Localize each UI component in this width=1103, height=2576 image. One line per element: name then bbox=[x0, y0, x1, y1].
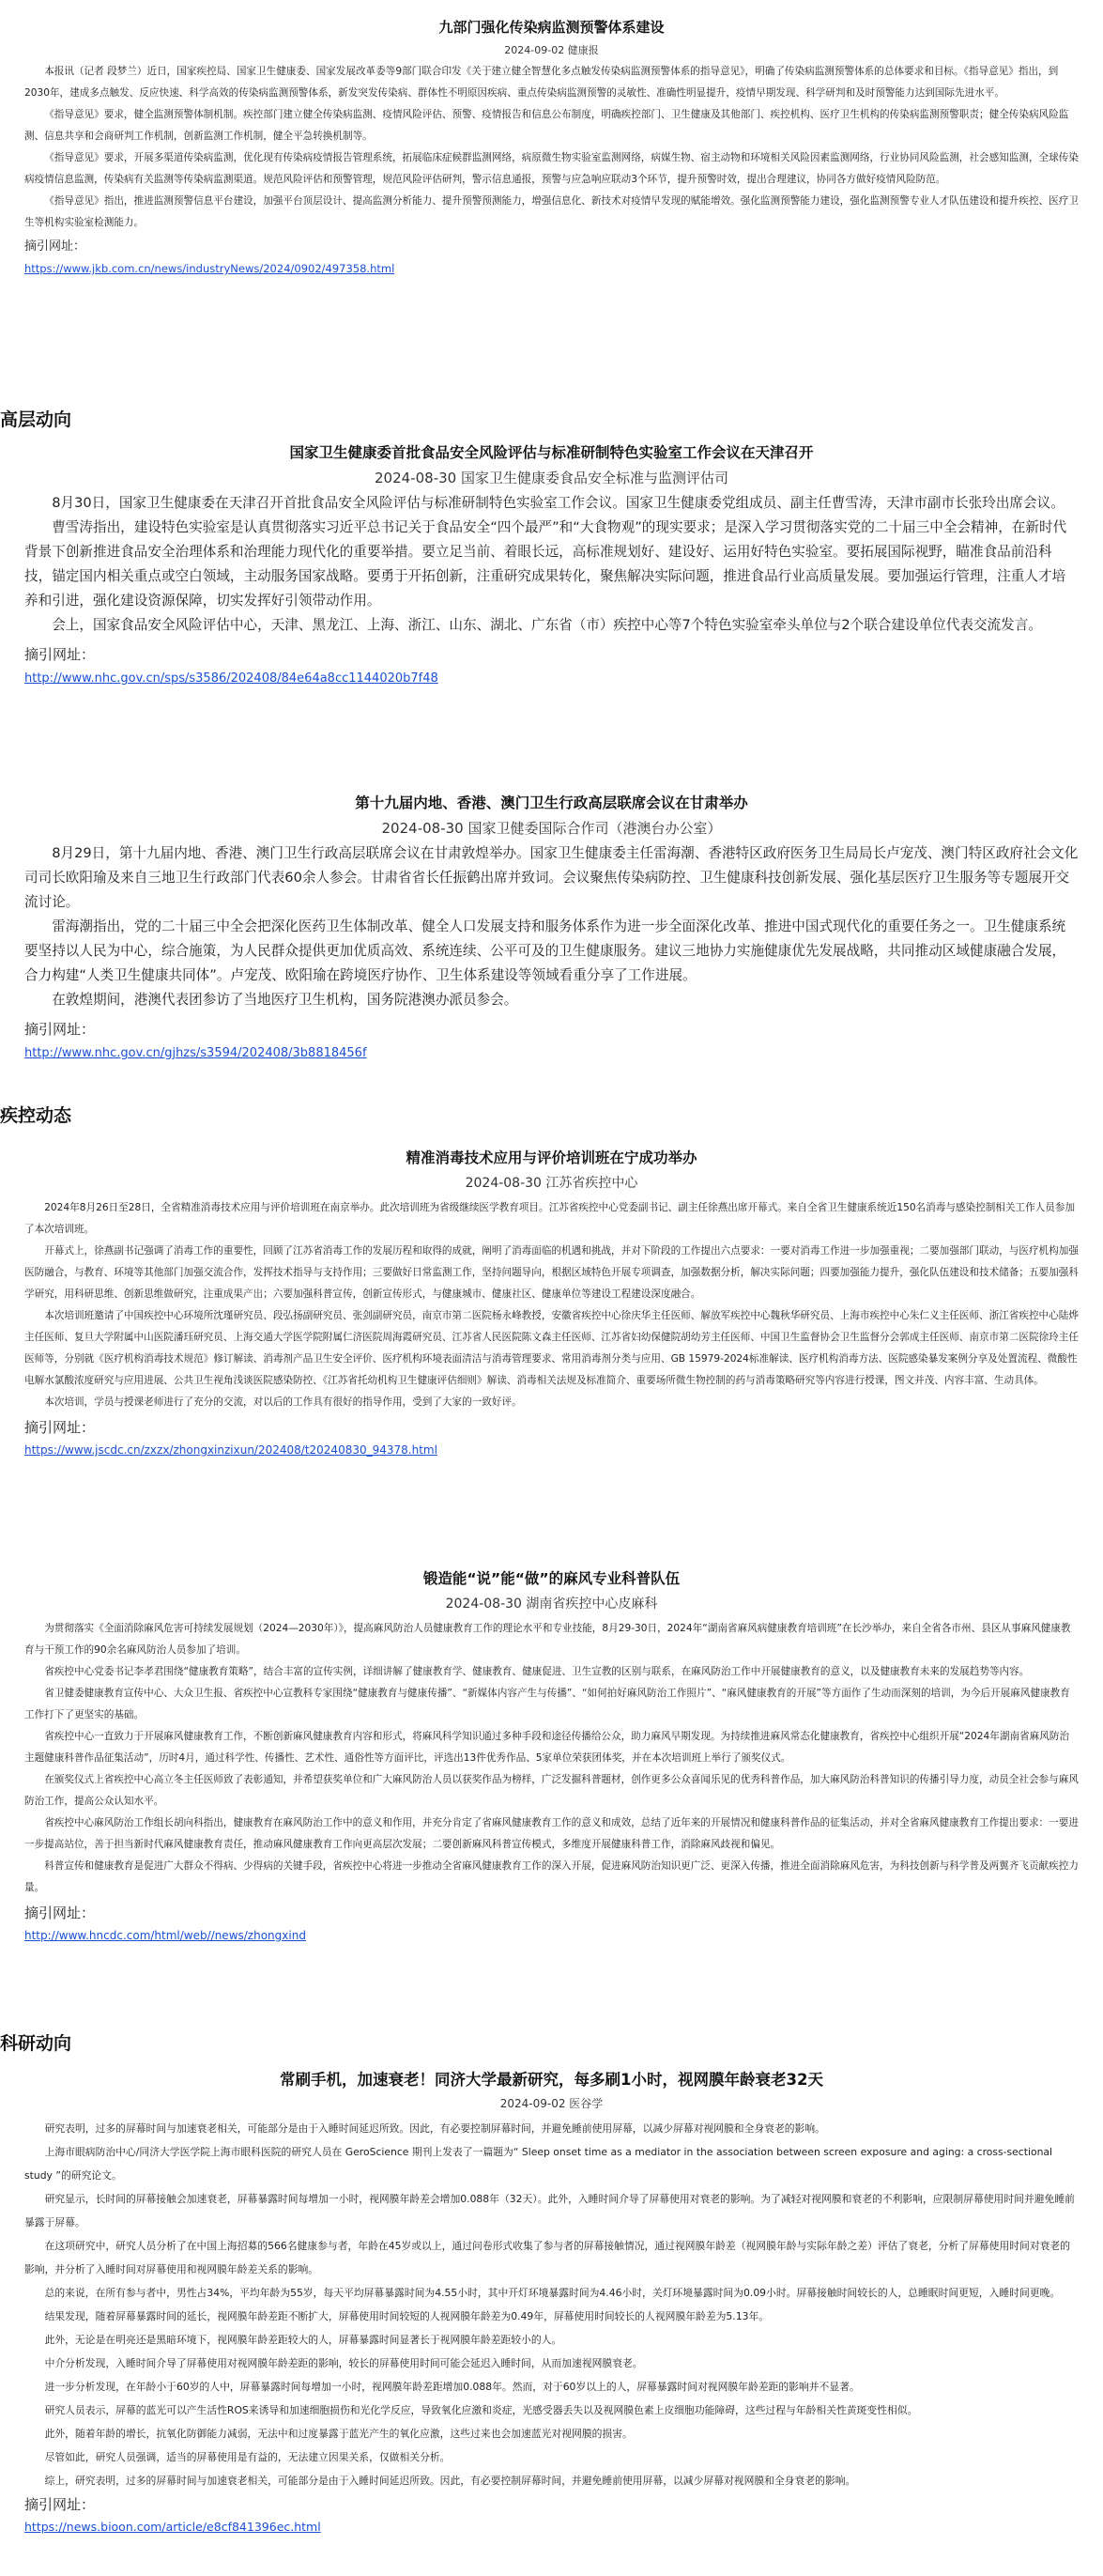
article-paragraph: 本报讯（记者 段梦兰）近日，国家疾控局、国家卫生健康委、国家发展改革委等9部门联合印发《关于建立健全智慧化多点触发传染病监测预警体系的指导意见》，明确了传染病监测预警体系的总体要求和目标。《指导意见》指出，到2030年，建成多点触发、反应快速、科学高效的传染病监测预警体系，新发突发传染病、群体性不明原因疾病、重点传染病监测预警的灵敏性、准确性明显提升，疫情早期发现、科学研判和及时预警能力达到国际先进水平。 bbox=[24, 66, 1059, 99]
article-title: 国家卫生健康委首批食品安全风险评估与标准研制特色实验室工作会议在天津召开 bbox=[289, 444, 814, 461]
article-paragraph: 省疾控中心麻风防治工作组长胡向科指出，健康教育在麻风防治工作中的意义和作用，并充分肯定了省麻风健康教育工作的意义和成效，总结了近年来的开展情况和健康科普作品的征集活动，并对全省麻风健康教育工作提出要求：一要进一步提高站位，善于担当新时代麻风健康教育责任，推动麻风健康教育工作向更高层次发展；二要创新麻风科普宣传模式，多维度开展健康科普工作，消除麻风歧视和偏见。 bbox=[24, 1817, 1079, 1850]
article-paragraph: 会上，国家食品安全风险评估中心，天津、黑龙江、上海、浙江、山东、湖北、广东省（市）疾控中心等7个特色实验室牵头单位与2个联合建设单位代表交流发言。 bbox=[52, 617, 1042, 633]
source-url-link[interactable]: http://www.hncdc.com/html/web//news/zhongxind bbox=[24, 1929, 306, 1942]
article-paragraph: 雷海潮指出，党的二十届三中全会把深化医药卫生体制改革、健全人口发展支持和服务体系作为进一步全面深化改革、推进中国式现代化的重要任务之一。卫生健康系统要坚持以人民为中心，综合施策，为人民群众提供更加优质高效、系统连续、公平可及的卫生健康服务。建议三地协力实施健康优先发展战略，共同推动区域健康融合发展，合力构建“人类卫生健康共同体”。卢宠茂、欧阳瑜在跨境医疗协作、卫生体系建设等领域看重分享了工作进展。 bbox=[24, 918, 1066, 983]
source-url-link[interactable]: https://www.jscdc.cn/zxzx/zhongxinzixun/202408/t20240830_94378.html bbox=[24, 1443, 437, 1457]
article-meta: 2024-08-30 国家卫健委国际合作司（港澳台办公室） bbox=[381, 820, 722, 837]
source-url-label: 摘引网址： bbox=[24, 2496, 96, 2513]
article-meta: 2024-08-30 国家卫生健康委食品安全标准与监测评估司 bbox=[375, 470, 728, 486]
article-paragraph: 省疾控中心一直致力于开展麻风健康教育工作，不断创新麻风健康教育内容和形式，将麻风科学知识通过多种手段和途径传播给公众，助力麻风早期发现。为持续推进麻风常态化健康教育，省疾控中心组织开展“2024年湖南省麻风防治主题健康科普作品征集活动”，历时4月，通过科学性、传播性、艺术性、通俗性等方面评比，评选出13件优秀作品、5家单位荣获团体奖，并在本次培训班上举行了颁奖仪式。 bbox=[24, 1731, 1070, 1764]
article-title: 九部门强化传染病监测预警体系建设 bbox=[438, 19, 665, 36]
article-paragraph: 在敦煌期间，港澳代表团参访了当地医疗卫生机构，国务院港澳办派员参会。 bbox=[52, 992, 518, 1008]
article-paragraph: 尽管如此，研究人员强调，适当的屏幕使用是有益的，无法建立因果关系，仅做相关分析。 bbox=[44, 2451, 451, 2463]
article-paragraph: 在这项研究中，研究人员分析了在中国上海招募的566名健康参与者，年龄在45岁或以上，通过问卷形式收集了参与者的屏幕接触情况，通过视网膜年龄差（视网膜年龄与实际年龄之差）评估了衰老，分析了屏幕使用时间对衰老的影响，并分析了入睡时间对屏幕使用和视网膜年龄差关系的影响。 bbox=[24, 2240, 1071, 2275]
article-paragraph: 此外，无论是在明亮还是黑暗环境下，视网膜年龄差距较大的人，屏幕暴露时间显著长于视网膜年龄差距较小的人。 bbox=[44, 2334, 562, 2346]
source-url-link[interactable]: https://www.jkb.com.cn/news/industryNews/2024/0902/497358.html bbox=[24, 262, 395, 275]
article-title: 锻造能“说”能“做”的麻风专业科普队伍 bbox=[422, 1570, 681, 1587]
article-paragraph: 8月30日，国家卫生健康委在天津召开首批食品安全风险评估与标准研制特色实验室工作会议。国家卫生健康委党组成员、副主任曹雪涛，天津市副市长张玲出席会议。 bbox=[52, 495, 1065, 511]
article-paragraph: 本次培训，学员与授课老师进行了充分的交流，对以后的工作具有很好的指导作用，受到了大家的一致好评。 bbox=[44, 1396, 522, 1408]
article-paragraph: 《指导意见》要求，健全监测预警体制机制。疾控部门建立健全传染病监测、疫情风险评估、预警、疫情报告和信息公布制度，明确疾控部门、卫生健康及其他部门、疾控机构、医疗卫生机构的传染病监测预警职责；健全传染病风险监测、信息共享和会商研判工作机制，创新监测工作机制，健全平急转换机制等。 bbox=[24, 109, 1069, 142]
article-paragraph: 在颁奖仪式上省疾控中心高立冬主任医师致了表彰通知，并希望获奖单位和广大麻风防治人员以获奖作品为榜样，广泛发掘科普题材，创作更多公众喜闻乐见的优秀科普作品，加大麻风防治科普知识的传播引导力度，动员全社会参与麻风防治工作，提高公众认知水平。 bbox=[24, 1774, 1079, 1807]
source-url-link[interactable]: http://www.nhc.gov.cn/sps/s3586/202408/84e64a8cc1144020b7f48 bbox=[24, 671, 438, 686]
article-paragraph: 8月29日，第十九届内地、香港、澳门卫生行政高层联席会议在甘肃敦煌举办。国家卫生健康委主任雷海潮、香港特区政府医务卫生局局长卢宠茂、澳门特区政府社会文化司司长欧阳瑜及来自三地卫生行政部门代表60余人参会。甘肃省省长任振鹤出席并致词。会议聚焦传染病防控、卫生健康科技创新发展、强化基层医疗卫生服务等专题展开交流讨论。 bbox=[24, 845, 1079, 910]
article-paragraph: 中介分析发现，入睡时间介导了屏幕使用对视网膜年龄差距的影响，较长的屏幕使用时间可能会延迟入睡时间，从而加速视网膜衰老。 bbox=[44, 2357, 643, 2369]
article-paragraph: 2024年8月26日至28日，全省精准消毒技术应用与评价培训班在南京举办。此次培训班为省级继续医学教育项目。江苏省疾控中心党委副书记、副主任徐燕出席开幕式。来自全省卫生健康系统近150名消毒与感染控制相关工作人员参加了本次培训班。 bbox=[24, 1202, 1076, 1235]
article-paragraph: 本次培训班邀请了中国疾控中心环境所沈瑾研究员、段弘扬副研究员、张剑副研究员，南京市第二医院杨永峰教授，安徽省疾控中心徐庆华主任医师、解放军疾控中心魏秋华研究员、上海市疾控中心朱仁义主任医师、浙江省疾控中心陆烨主任医师、复旦大学附属中山医院潘珏研究员、上海交通大学医学院附属仁济医院周海霞研究员、江苏省人民医院陈文森主任医师、江苏省妇幼保健院胡幼芳主任医师、中国卫生监督协会卫生监督分会郭成主任医师、南京市第二医院徐玲主任医师等，分别就《医疗机构消毒技术规范》修订解读、消毒剂产品卫生安全评价、医疗机构环境表面清洁与消毒管理要求、常用消毒剂分类与应用、GB 15979-2024标准解读、医疗机构消毒方法、医院感染暴发案例分享及处置流程、微酸性电解水氯酸浓度研究与应用进展、公共卫生视角浅谈医院感染防控、《江苏省托幼机构卫生健康评估细则》解读、消毒相关法规及标准简介、重要场所微生物控制的药与消毒策略研究等内容进行授课，图文并茂、内容丰富、生动具体。 bbox=[24, 1310, 1079, 1386]
article-paragraph: 《指导意见》要求，开展多渠道传染病监测，优化现有传染病疫情报告管理系统，拓展临床症候群监测网络，病原微生物实验室监测网络，病媒生物、宿主动物和环境相关风险因素监测网络，行业协同风险监测，社会感知监测，全球传染病疫情信息监测，传染病有关监测等传染病监测渠道。规范风险评估和预警管理，规范风险评估研判，警示信息通报，预警与应急响应联动3个环节，提升预警时效，提出合理建议，协同各方做好疫情风险防范。 bbox=[24, 152, 1079, 185]
source-url-label: 摘引网址： bbox=[24, 1021, 96, 1038]
article-title: 精准消毒技术应用与评价培训班在宁成功举办 bbox=[406, 1149, 697, 1166]
article-disinfection-training bbox=[0, 1147, 1103, 1550]
article-paragraph: 开幕式上，徐燕副书记强调了消毒工作的重要性，回顾了江苏省消毒工作的发展历程和取得的成就，阐明了消毒面临的机遇和挑战，并对下阶段的工作提出六点要求：一要对消毒工作进一步加强重视；二要加强部门联动，与医疗机构加强医防融合，与教育、环境等其他部门加强交流合作，发挥技术指导与支持作用；三要做好日常监测工作，坚持问题导向，根据区域特色开展专项调查，加强数据分析，解决实际问题；四要加强能力提升，强化队伍建设和技术储备；五要加强科学研究，用科研思维、创新思维做研究，注重成果产出；六要加强科普宣传，创新宣传形式，与健康城市、健康社区、健康单位等建设工程建设深度融合。 bbox=[24, 1245, 1079, 1300]
article-meta: 2024-08-30 江苏省疾控中心 bbox=[465, 1176, 638, 1191]
article-paragraph: 研究表明，过多的屏幕时间与加速衰老相关，可能部分是由于入睡时间延迟所致。因此，有必要控制屏幕时间，并避免睡前使用屏幕，以减少屏幕对视网膜和全身衰老的影响。 bbox=[44, 2122, 825, 2135]
section-heading-cdc-news: 疾控动态 bbox=[0, 1105, 72, 1126]
article-paragraph: 研究人员表示，屏幕的蓝光可以产生活性ROS来诱导和加速细胞损伤和光化学反应，导致氧化应激和炎症，光感受器丢失以及视网膜色素上皮细胞功能障碍，这些过程与年龄相关性黄斑变性相似。 bbox=[44, 2404, 918, 2416]
article-meta: 2024-09-02 医谷学 bbox=[499, 2097, 604, 2110]
article-surveillance-warning bbox=[0, 17, 1103, 393]
source-url-label: 摘引网址： bbox=[24, 1905, 96, 1921]
source-url-link[interactable]: https://news.bioon.com/article/e8cf841396ec.html bbox=[24, 2520, 321, 2534]
article-title: 第十九届内地、香港、澳门卫生行政高层联席会议在甘肃举办 bbox=[355, 794, 748, 811]
article-paragraph: 总的来说，在所有参与者中，男性占34%，平均年龄为55岁，每天平均屏幕暴露时间为4.55小时，其中开灯环境暴露时间为4.46小时，关灯环境暴露时间为0.09小时。屏幕接触时间较长的人，总睡眠时间更短，入睡时间更晚。 bbox=[44, 2287, 1061, 2299]
article-meta: 2024-09-02 健康报 bbox=[504, 44, 599, 56]
section-heading-leadership: 高层动向 bbox=[0, 409, 72, 430]
article-paragraph: 结果发现，随着屏幕暴露时间的延长，视网膜年龄差距不断扩大，屏幕使用时间较短的人视网膜年龄差为0.49年，屏幕使用时间较长的人视网膜年龄差为5.13年。 bbox=[44, 2310, 770, 2322]
article-screen-aging-study bbox=[0, 2067, 1103, 2537]
article-hk-macau-meeting bbox=[0, 792, 1103, 1102]
article-paragraph: 省疾控中心党委书记李孝君围绕“健康教育策略”，结合丰富的宣传实例，详细讲解了健康教育学、健康教育、健康促进、卫生宣教的区别与联系，在麻风防治工作中开展健康教育的意义，以及健康教育未来的发展趋势等内容。 bbox=[44, 1666, 1030, 1677]
source-url-link[interactable]: http://www.nhc.gov.cn/gjhzs/s3594/202408/3b8818456f bbox=[24, 1046, 367, 1060]
article-title: 常刷手机，加速衰老！同济大学最新研究，每多刷1小时，视网膜年龄衰老32天 bbox=[280, 2071, 823, 2089]
article-leprosy-education bbox=[0, 1567, 1103, 2018]
article-meta: 2024-08-30 湖南省疾控中心皮麻科 bbox=[445, 1597, 658, 1612]
source-url-label: 摘引网址： bbox=[24, 239, 86, 254]
article-paragraph: 《指导意见》指出，推进监测预警信息平台建设，加强平台顶层设计、提高监测分析能力、提升预警预测能力，增强信息化、新技术对疫情早发现的赋能增效。强化监测预警能力建设，强化监测预警专业人才队伍建设和提升疾控、医疗卫生等机构实验室检测能力。 bbox=[24, 195, 1079, 228]
article-paragraph: 上海市眼病防治中心/同济大学医学院上海市眼科医院的研究人员在 GeroScience 期刊上发表了一篇题为“ Sleep onset time as a mediator in the association between screen exposure and aging: a cross-sectional study ”的研究论文。 bbox=[24, 2146, 1053, 2182]
source-url-label: 摘引网址： bbox=[24, 646, 96, 663]
article-paragraph: 为贯彻落实《全面消除麻风危害可持续发展规划（2024—2030年）》，提高麻风防治人员健康教育工作的理论水平和专业技能，8月29-30日，2024年“湖南省麻风病健康教育培训班”在长沙举办，来自全省各市州、县区从事麻风健康教育与干预工作的90余名麻风防治人员参加了培训。 bbox=[24, 1623, 1071, 1656]
article-paragraph: 科普宣传和健康教育是促进广大群众不得病、少得病的关键手段，省疾控中心将进一步推动全省麻风健康教育工作的深入开展，促进麻风防治知识更广泛、更深入传播，推进全面消除麻风危害，为科技创新与科学普及两翼齐飞贡献疾控力量。 bbox=[24, 1860, 1079, 1893]
section-heading-research: 科研动向 bbox=[0, 2033, 72, 2054]
article-paragraph: 研究显示，长时间的屏幕接触会加速衰老，屏幕暴露时间每增加一小时，视网膜年龄差会增加0.088年（32天）。此外，入睡时间介导了屏幕使用对衰老的影响。为了减轻对视网膜和衰老的不利影响，应限制屏幕使用时间并避免睡前暴露于屏幕。 bbox=[24, 2193, 1075, 2229]
article-paragraph: 此外，随着年龄的增长，抗氧化防御能力减弱，无法中和过度暴露于蓝光产生的氧化应激，这些过来也会加速蓝光对视网膜的损害。 bbox=[44, 2428, 633, 2440]
article-paragraph: 综上，研究表明，过多的屏幕时间与加速衰老相关，可能部分是由于入睡时间延迟所致。因此，有必要控制屏幕时间，并避免睡前使用屏幕，以减少屏幕对视网膜和全身衰老的影响。 bbox=[44, 2475, 856, 2487]
article-paragraph: 进一步分析发现，在年龄小于60岁的人中，屏幕暴露时间每增加一小时，视网膜年龄差距增加0.088年。然而，对于60岁以上的人，屏幕暴露时间对视网膜年龄差距的影响并不显著。 bbox=[44, 2381, 860, 2393]
article-food-safety-lab bbox=[0, 441, 1103, 784]
article-paragraph: 省卫健委健康教育宣传中心、大众卫生报、省疾控中心宣教科专家围绕“健康教育与健康传播”、“新媒体内容产生与传播”、“如何拍好麻风防治工作照片”、“麻风健康教育的开展”等方面作了生动而深刻的培训，为今后开展麻风健康教育工作打下了更坚实的基础。 bbox=[24, 1688, 1070, 1720]
source-url-label: 摘引网址： bbox=[24, 1419, 96, 1436]
article-paragraph: 曹雪涛指出，建设特色实验室是认真贯彻落实习近平总书记关于食品安全“四个最严”和“大食物观”的现实要求；是深入学习贯彻落实党的二十届三中全会精神，在新时代背景下创新推进食品安全治理体系和治理能力现代化的重要举措。要立足当前、着眼长远，高标准规划好、建设好、运用好特色实验室。要拓展国际视野，瞄准食品前沿科技，锚定国内相关重点或空白领域，主动服务国家战略。要勇于开拓创新，注重研究成果转化，聚焦解决实际问题，推进食品行业高质量发展。要加强运行管理，注重人才培养和引进，强化建设资源保障，切实发挥好引领带动作用。 bbox=[24, 519, 1067, 609]
